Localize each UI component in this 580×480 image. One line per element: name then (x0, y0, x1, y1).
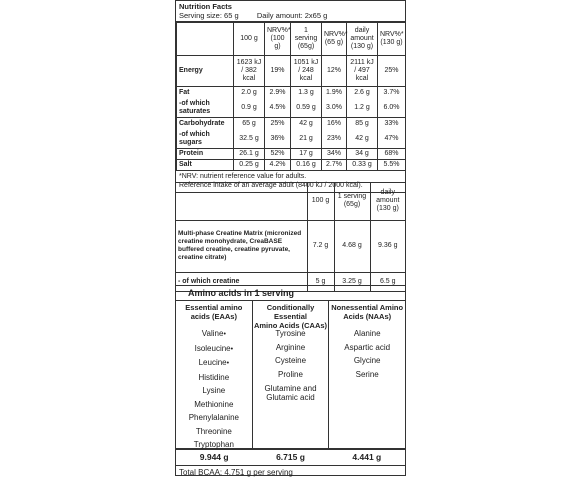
nrv-note: *NRV: nutrient reference value for adults. (179, 173, 307, 180)
cell: 2.0 g (234, 87, 265, 99)
cell: 2.6 g (347, 87, 378, 99)
nutrition-header (176, 1, 405, 22)
nutrition-header-row (177, 23, 406, 56)
table-row (177, 130, 406, 149)
naa-list (329, 327, 405, 381)
header-cell: daily amount (130 g) (347, 23, 378, 56)
list-item: Glutamine and Glutamic acid (264, 384, 317, 402)
table-row (177, 99, 406, 118)
cell: 2.9% (265, 87, 291, 99)
list-item (176, 356, 252, 371)
list-item (176, 342, 252, 357)
table-row (177, 149, 406, 160)
list-item: Alanine (353, 329, 381, 338)
cell: 42 g (347, 130, 378, 149)
cell: 1623 kJ / 382 kcal (234, 56, 265, 87)
cell: 34% (322, 149, 347, 160)
list-item: Aspartic acid (344, 342, 391, 352)
cell: 0.59 g (291, 99, 322, 118)
cell: 1.9% (322, 87, 347, 99)
header-cell: NRV%* (100 g) (265, 23, 291, 56)
cell: 6.0% (378, 99, 406, 118)
cell: 4.68 g (334, 220, 370, 272)
amino-columns (176, 301, 405, 450)
amino-totals-row (176, 450, 405, 466)
cell: 7.2 g (307, 220, 334, 272)
cell: 33% (378, 118, 406, 130)
header-cell: 100 g (307, 183, 334, 220)
amino-name: Valine (201, 329, 224, 338)
list-item: Lysine (202, 386, 226, 395)
cell: 34 g (347, 149, 378, 160)
amino-title: Amino acids in 1 serving (176, 286, 405, 301)
daily-amount: Daily amount: 2x65 g (256, 11, 328, 20)
cell: 12% (322, 56, 347, 87)
caa-total: 6.715 g (276, 452, 305, 462)
header-cell: 100 g (234, 23, 265, 56)
list-item: Proline (278, 369, 303, 379)
naa-heading: Nonessential Amino Acids (NAAs) (331, 303, 404, 321)
cell: 25% (378, 56, 406, 87)
list-item: Glycine (353, 356, 381, 365)
list-item: Histidine (198, 372, 230, 382)
caa-list (253, 327, 329, 402)
cell: 4.2% (265, 160, 291, 171)
bcaa-bullet-icon: • (223, 331, 226, 338)
header-cell: NRV%* (130 g) (378, 23, 406, 56)
list-item: Methionine (194, 399, 234, 409)
creatine-table (176, 183, 405, 291)
row-label: -of which sugars (177, 130, 234, 149)
cell: 42 g (291, 118, 322, 130)
cell: 25% (265, 118, 291, 130)
amino-name: Leucine (198, 358, 227, 367)
naa-column (329, 301, 405, 448)
cell: 6.5 g (370, 272, 405, 291)
cell: 52% (265, 149, 291, 160)
row-label: Fat (177, 87, 234, 99)
header-cell: NRV%* (65 g) (322, 23, 347, 56)
row-label: Salt (177, 160, 234, 171)
list-item: Serine (355, 369, 379, 379)
cell: 0.9 g (234, 99, 265, 118)
amino-name: Isoleucine (194, 343, 231, 353)
table-row (177, 118, 406, 130)
list-item (176, 327, 252, 342)
cell: 85 g (347, 118, 378, 130)
reference-note: Reference intake of an average adult (8400 kJ / 2000 kcal). (179, 182, 363, 189)
bcaa-bullet-icon: • (226, 360, 230, 367)
eaa-list (176, 327, 252, 452)
nutrition-table (176, 22, 406, 171)
list-item: Cysteine (274, 356, 307, 365)
eaa-total: 9.944 g (199, 452, 229, 462)
table-row (177, 56, 406, 87)
cell: 1.3 g (291, 87, 322, 99)
amino-acids-panel (175, 285, 406, 476)
cell: 19% (265, 56, 291, 87)
caa-column (253, 301, 330, 448)
header-cell: 1 serving (65g) (334, 183, 370, 220)
cell: 2.7% (322, 160, 347, 171)
nutrition-facts-panel (175, 0, 406, 193)
cell: 26.1 g (234, 149, 265, 160)
cell: 21 g (291, 130, 322, 149)
row-label: Protein (177, 149, 234, 160)
cell: 65 g (234, 118, 265, 130)
header-cell (176, 183, 307, 220)
cell: 0.33 g (347, 160, 378, 171)
cell: 5 g (307, 272, 334, 291)
header-cell: 1 serving (65g) (291, 23, 322, 56)
row-label: Energy (177, 56, 234, 87)
list-item: Threonine (195, 426, 232, 436)
cell: 1.2 g (347, 99, 378, 118)
eaa-heading: Essential amino acids (EAAs) (185, 303, 243, 321)
table-row (177, 160, 406, 171)
cell: 16% (322, 118, 347, 130)
cell: 3.25 g (334, 272, 370, 291)
creatine-panel (175, 182, 406, 292)
cell: 68% (378, 149, 406, 160)
cell: 23% (322, 130, 347, 149)
cell: 4.5% (265, 99, 291, 118)
bcaa-bullet-icon: • (230, 345, 234, 353)
list-item: Phenylalanine (188, 413, 239, 422)
row-label: - of which creatine (176, 272, 307, 291)
bcaa-total: Total BCAA: 4.751 g per serving (179, 468, 293, 477)
cell: 9.36 g (370, 220, 405, 272)
naa-total: 4.441 g (352, 452, 382, 462)
row-label: Carbohydrate (177, 118, 234, 130)
eaa-column (176, 301, 253, 448)
cell: 3.7% (378, 87, 406, 99)
cell: 36% (265, 130, 291, 149)
list-item: Arginine (275, 342, 306, 352)
cell: 32.5 g (234, 130, 265, 149)
cell: 5.5% (378, 160, 406, 171)
caa-heading: Conditionally Essential Amino Acids (CAAs) (253, 303, 328, 330)
cell: 2111 kJ / 497 kcal (347, 56, 378, 87)
list-item: Tyrosine (275, 329, 306, 338)
table-row (176, 220, 405, 272)
header-cell (177, 23, 234, 56)
cell: 47% (378, 130, 406, 149)
header-cell: daily amount (130 g) (370, 183, 405, 220)
cell: 1051 kJ / 248 kcal (291, 56, 322, 87)
row-label: -of which saturates (177, 99, 234, 118)
creatine-header-row (176, 183, 405, 220)
row-label: Multi-phase Creatine Matrix (micronized creatine monohydrate, CreaBASE buffered creatine, creatine pyruvate, creatine citrate) (176, 220, 307, 272)
serving-size: Serving size: 65 g (179, 11, 239, 20)
list-item: Tryptophan (193, 440, 234, 449)
nutrition-title: Nutrition Facts (179, 2, 232, 11)
cell: 0.25 g (234, 160, 265, 171)
table-row (177, 87, 406, 99)
cell: 17 g (291, 149, 322, 160)
cell: 0.16 g (291, 160, 322, 171)
serving-info (179, 11, 402, 20)
cell: 3.0% (322, 99, 347, 118)
